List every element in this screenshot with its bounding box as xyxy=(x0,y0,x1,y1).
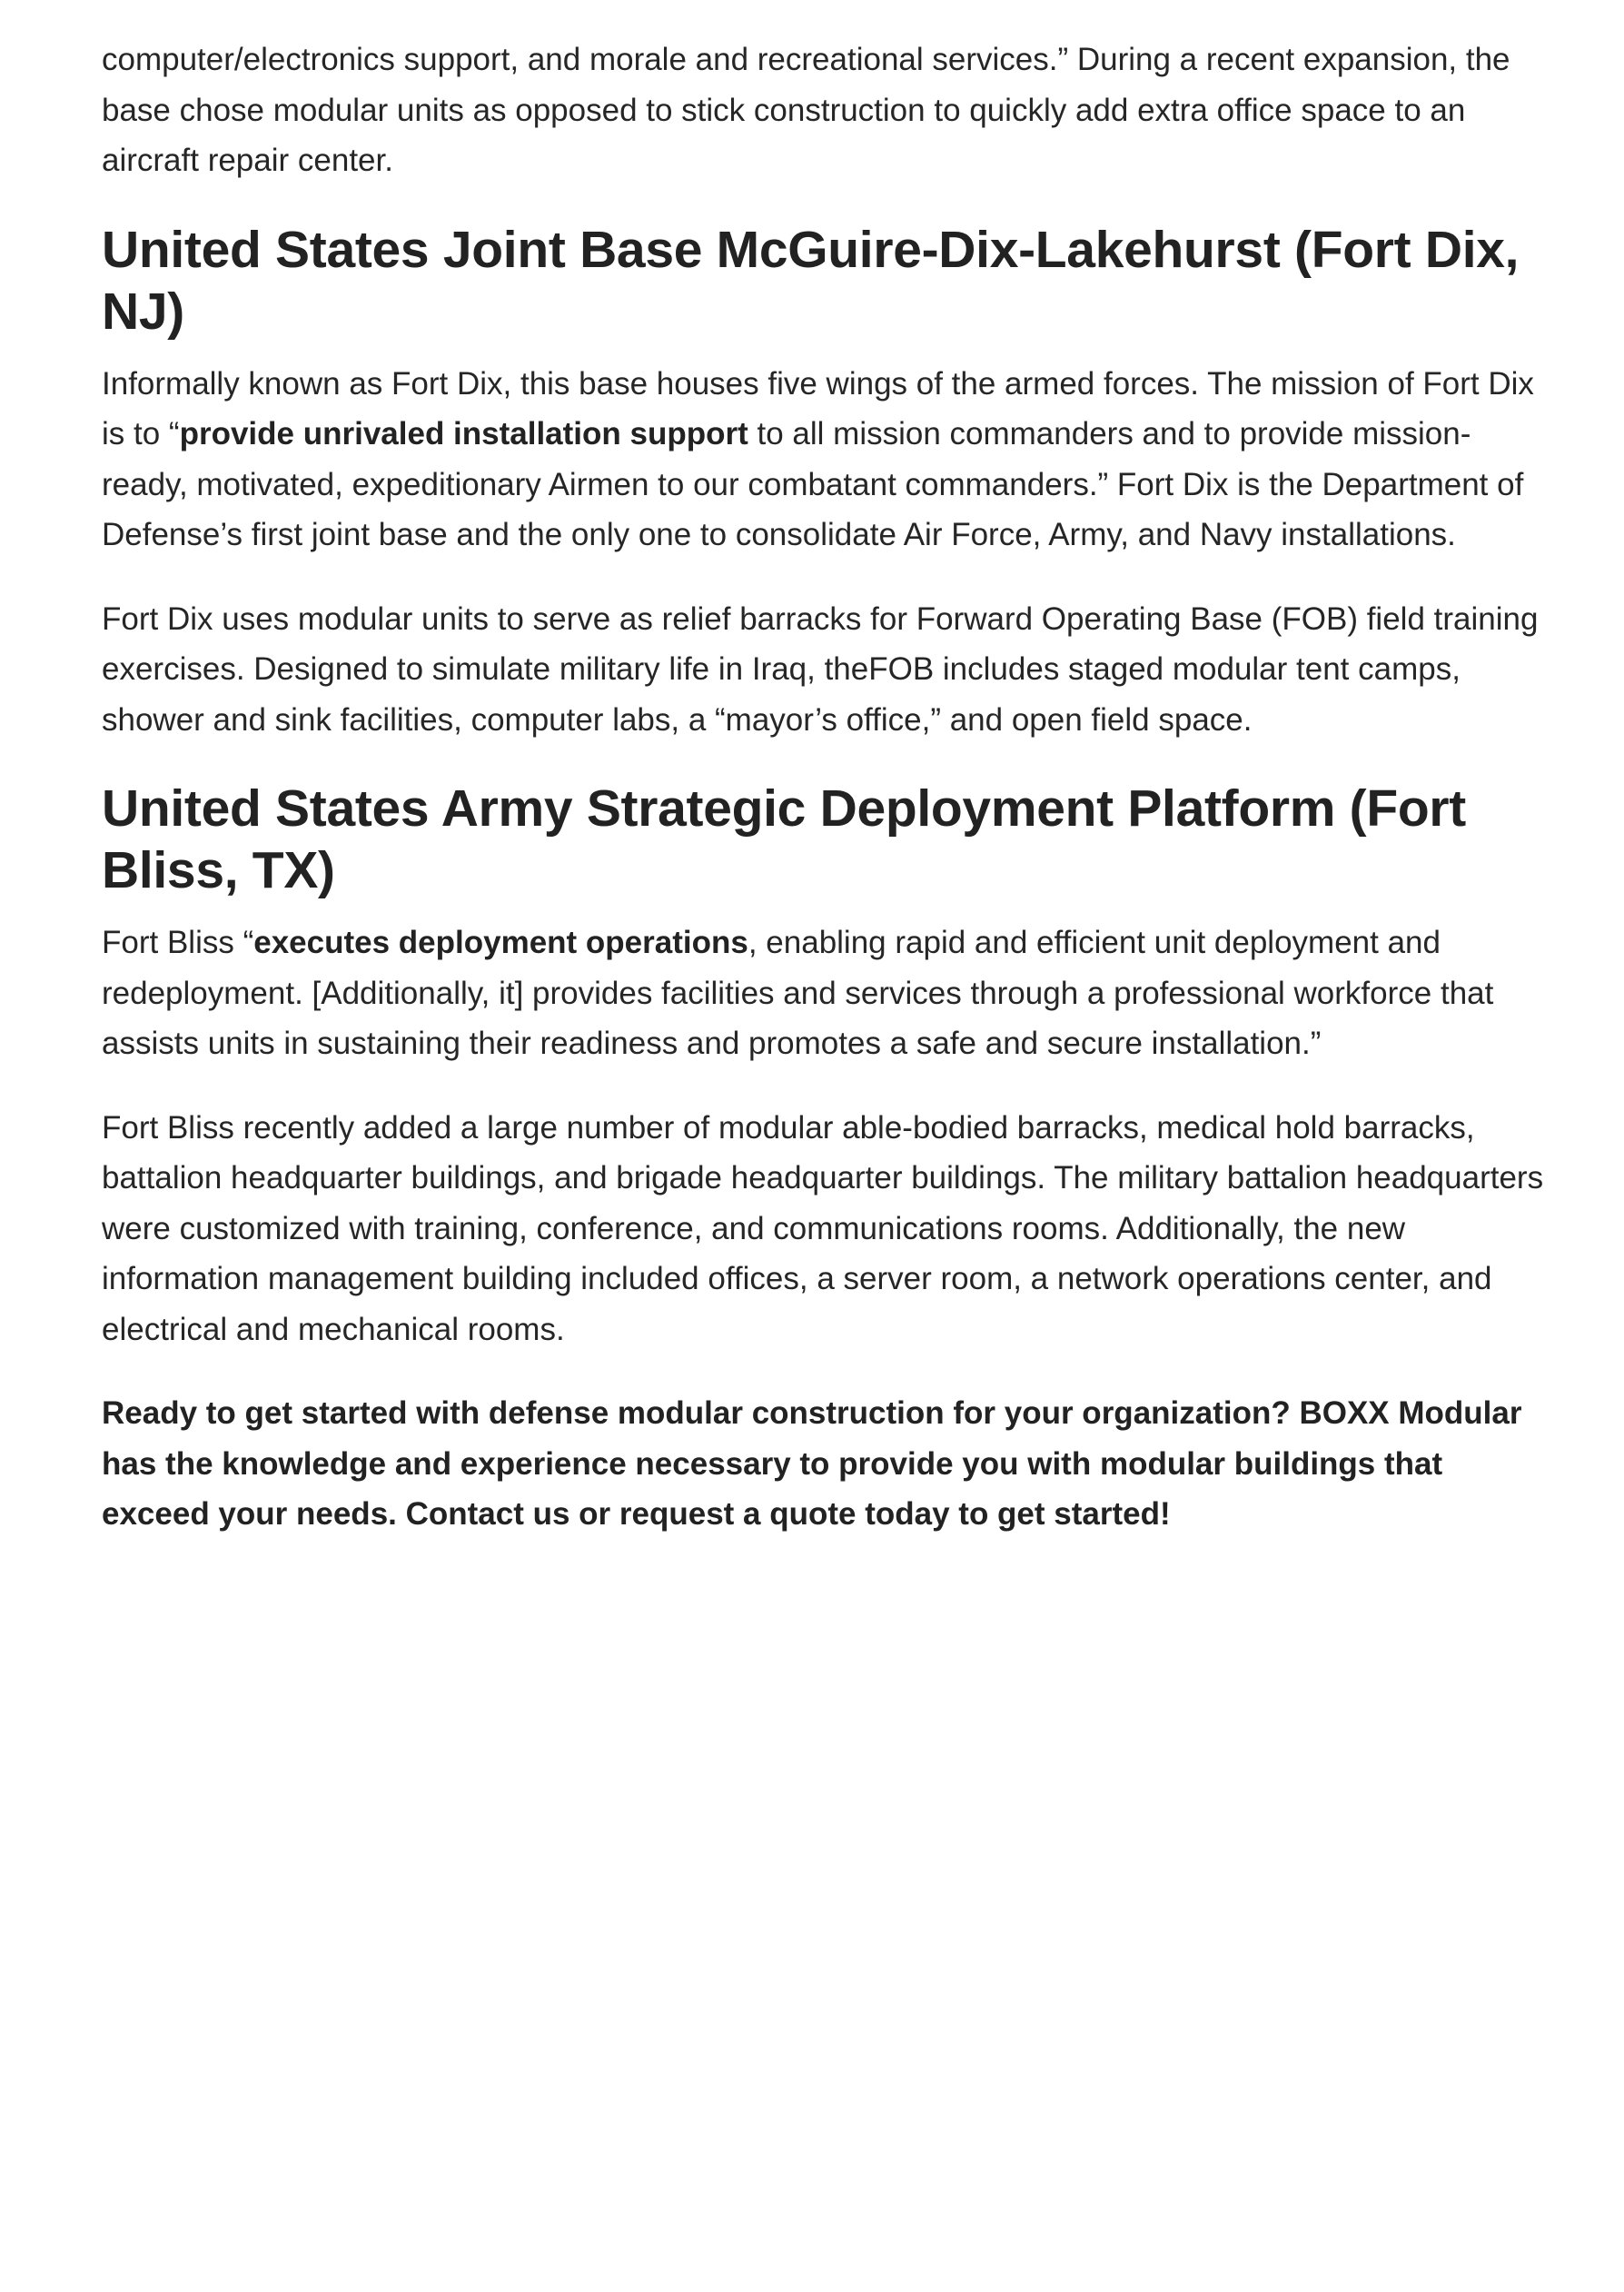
fort-bliss-p1-text-after: , enabling rapid and efficient unit deployment and redeployment. [Additionally, it] provides facilities and services through a professional workforce that assists units in sustaining their readiness and promotes a safe and secure installation.” xyxy=(102,925,1494,1061)
fort-dix-p1-text-after: to all mission commanders and to provide mission-ready, motivated, expeditionary Airmen to our combatant commanders.” Fort Dix is the Department of Defense’s first joint base and the only one to consolidate Air Force, Army, and Navy installations. xyxy=(102,416,1524,552)
fort-dix-p1-text-before: Informally known as Fort Dix, this base houses five wings of the armed forces. The mission of Fort Dix is to “ xyxy=(102,365,1534,451)
fort-dix-p1-bold: provide unrivaled installation support xyxy=(179,416,748,451)
fort-bliss-p1-bold: executes deployment operations xyxy=(253,925,748,960)
fort-bliss-p1-text-before: Fort Bliss “ xyxy=(102,925,254,960)
call-to-action: Ready to get started with defense modular construction for your organization? BOXX Modular has the knowledge and experience necessary to provide you with modular buildings that exceed your needs. Contact us or request a quote today to get started! xyxy=(102,1395,1522,1532)
fort-bliss-paragraph-2: Fort Bliss recently added a large number of modular able-bodied barracks, medical hold barracks, battalion headquarter buildings, and brigade headquarter buildings. The military battalion headquarters were customized with training, conference, and communications rooms. Additionally, the new information management building included offices, a server room, a network operations center, and electrical and mechanical rooms. xyxy=(102,1109,1544,1347)
heading-fort-dix: United States Joint Base McGuire-Dix-Lakehurst (Fort Dix, NJ) xyxy=(102,220,1520,341)
heading-fort-bliss: United States Army Strategic Deployment Platform (Fort Bliss, TX) xyxy=(102,779,1466,899)
article-body xyxy=(102,35,1546,1540)
fort-dix-paragraph-2: Fort Dix uses modular units to serve as relief barracks for Forward Operating Base (FOB) field training exercises. Designed to simulate military life in Iraq, theFOB includes staged modular tent camps, shower and sink facilities, computer labs, a “mayor’s office,” and open field space. xyxy=(102,600,1539,738)
fort-dix-paragraph-1 xyxy=(102,359,1546,561)
fort-bliss-paragraph-1 xyxy=(102,918,1546,1069)
intro-paragraph: computer/electronics support, and morale and recreational services.” During a recent expansion, the base chose modular units as opposed to stick construction to quickly add extra office space to an aircraft repair center. xyxy=(102,42,1510,178)
